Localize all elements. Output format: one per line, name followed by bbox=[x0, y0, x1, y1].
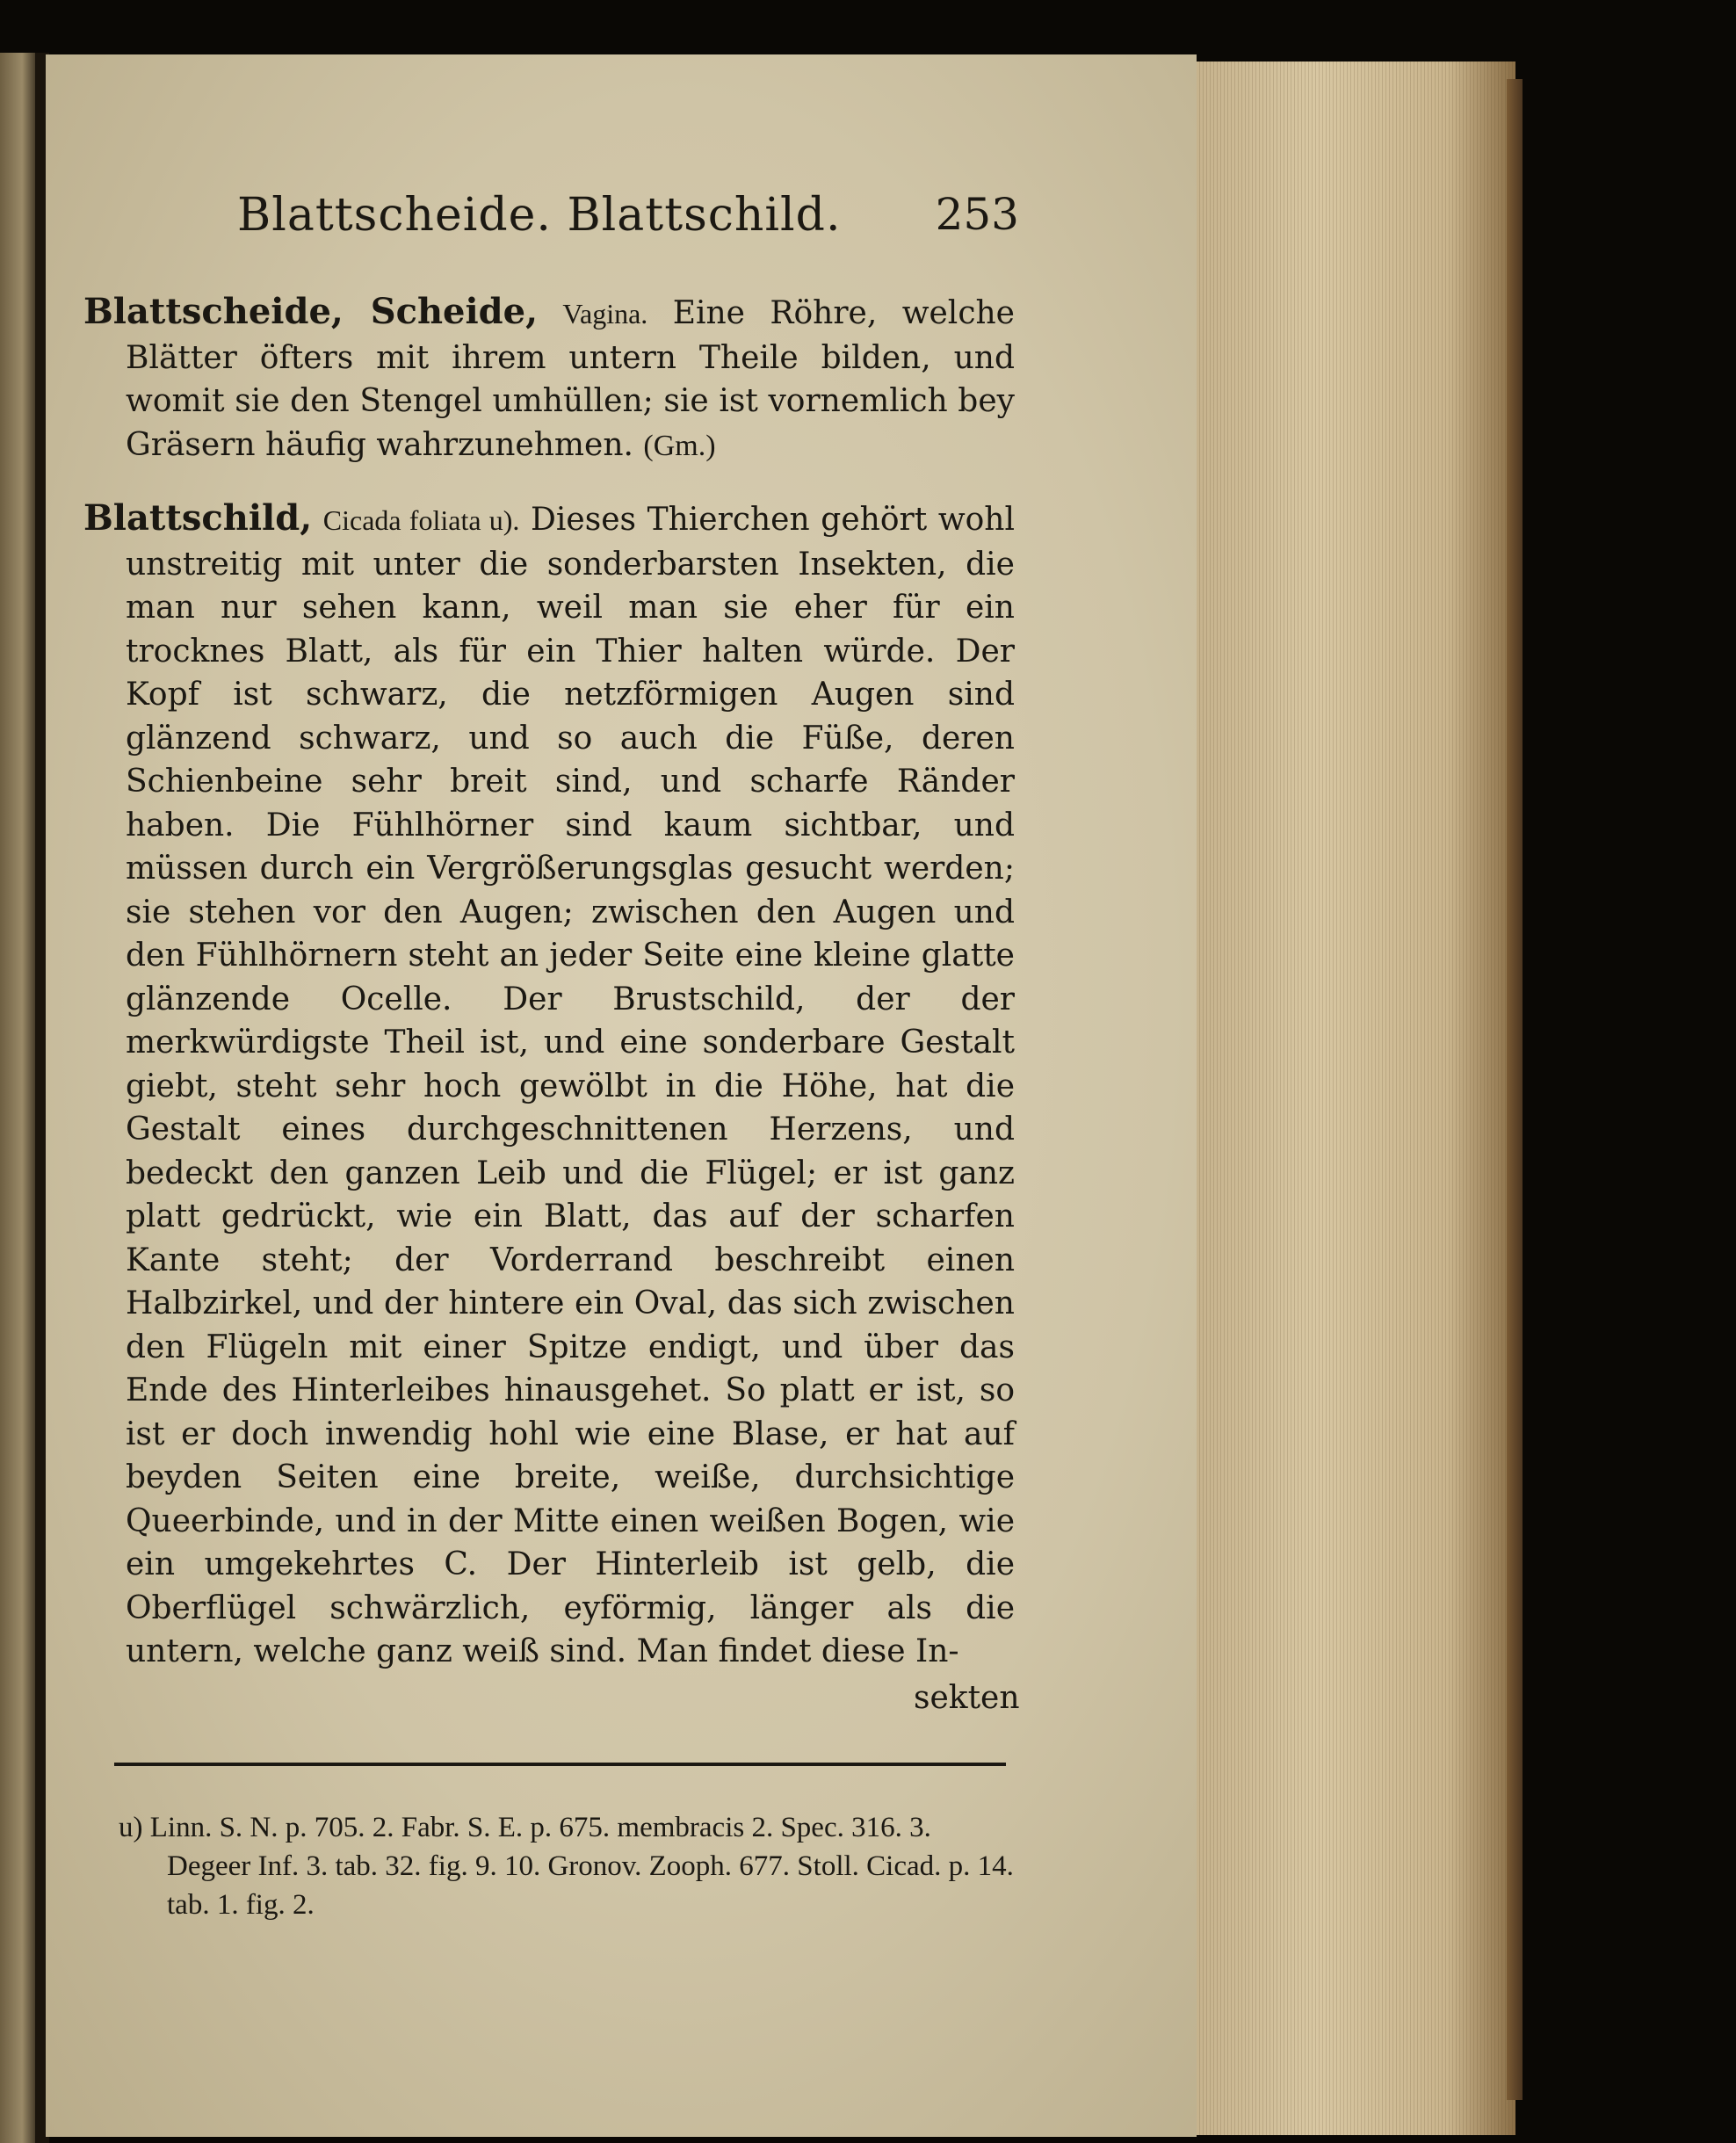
entry-latin-name: Vagina. bbox=[562, 298, 648, 329]
entry-blattschild bbox=[83, 496, 1015, 1674]
running-header bbox=[237, 189, 1019, 259]
footnote-text: u) Linn. S. N. p. 705. 2. Fabr. S. E. p. 675. membracis 2. Spec. 316. 3. Degeer Inf. 3. tab. 32. fig. 9. 10. Gronov. Zooph. 677. Stoll. Cicad. p. 14. tab. 1. fig. 2. bbox=[119, 1812, 1014, 1921]
footnote-rule bbox=[114, 1763, 1006, 1766]
entry-body: Eine Röhre, welche Blätter öfters mit ihrem untern Theile bilden, und womit sie den Stengel umhüllen; sie ist vornemlich bey Gräsern häufig wahrzunehmen. bbox=[126, 295, 1015, 463]
entry-blattscheide bbox=[83, 290, 1015, 467]
entry-author: (Gm.) bbox=[643, 429, 716, 462]
entry-latin-name: Cicada foliata u). bbox=[322, 504, 520, 536]
entry-headword: Blattschild, bbox=[83, 497, 313, 539]
header-title: Blattscheide. Blattschild. bbox=[237, 189, 842, 242]
cover-edge bbox=[1507, 79, 1523, 2100]
page-edges-stack bbox=[1182, 62, 1515, 2135]
entry-body: Dieses Thierchen gehört wohl unstreitig mit unter die sonderbarsten Insekten, die man nur sehen kann, weil man sie eher für ein trocknes Blatt, als für ein Thier halten würde. Der Kopf ist schwarz, die netzförmigen Augen sind glänzend schwarz, und so auch die Füße, deren Schienbeine sehr breit sind, und scharfe Ränder haben. Die Fühlhörner sind kaum sichtbar, und müssen durch ein Vergrößerungsglas gesucht werden; sie stehen vor den Augen; zwischen den Augen und den Fühlhörnern steht an jeder Seite eine kleine glatte glänzende Ocelle. Der Brustschild, der der merkwürdigste Theil ist, und eine sonderbare Gestalt giebt, steht sehr hoch gewölbt in die Höhe, hat die Gestalt eines durchgeschnittenen Herzens, und bedeckt den ganzen Leib und die Flügel; er ist ganz platt gedrückt, wie ein Blatt, das auf der scharfen Kante steht; der Vorderrand beschreibt einen Halbzirkel, und der hintere ein Oval, das sich zwischen den Flügeln mit einer Spitze endigt, und über das Ende des Hinterleibes hinausgehet. So platt er ist, so ist er doch inwendig hohl wie eine Blase, er hat auf beyden Seiten eine breite, weiße, durchsichtige Queerbinde, und in der Mitte einen weißen Bogen, wie ein umgekehrtes C. Der Hinterleib ist gelb, die Oberflügel schwärzlich, eyförmig, länger als die untern, welche ganz weiß sind. Man findet diese In- bbox=[126, 502, 1016, 1669]
page-number: 253 bbox=[935, 189, 1019, 240]
facing-page-edge bbox=[0, 53, 37, 2143]
entry-headword: Blattscheide, Scheide, bbox=[83, 291, 539, 332]
catchword: sekten bbox=[914, 1680, 1020, 1716]
footnote bbox=[119, 1808, 1015, 1924]
